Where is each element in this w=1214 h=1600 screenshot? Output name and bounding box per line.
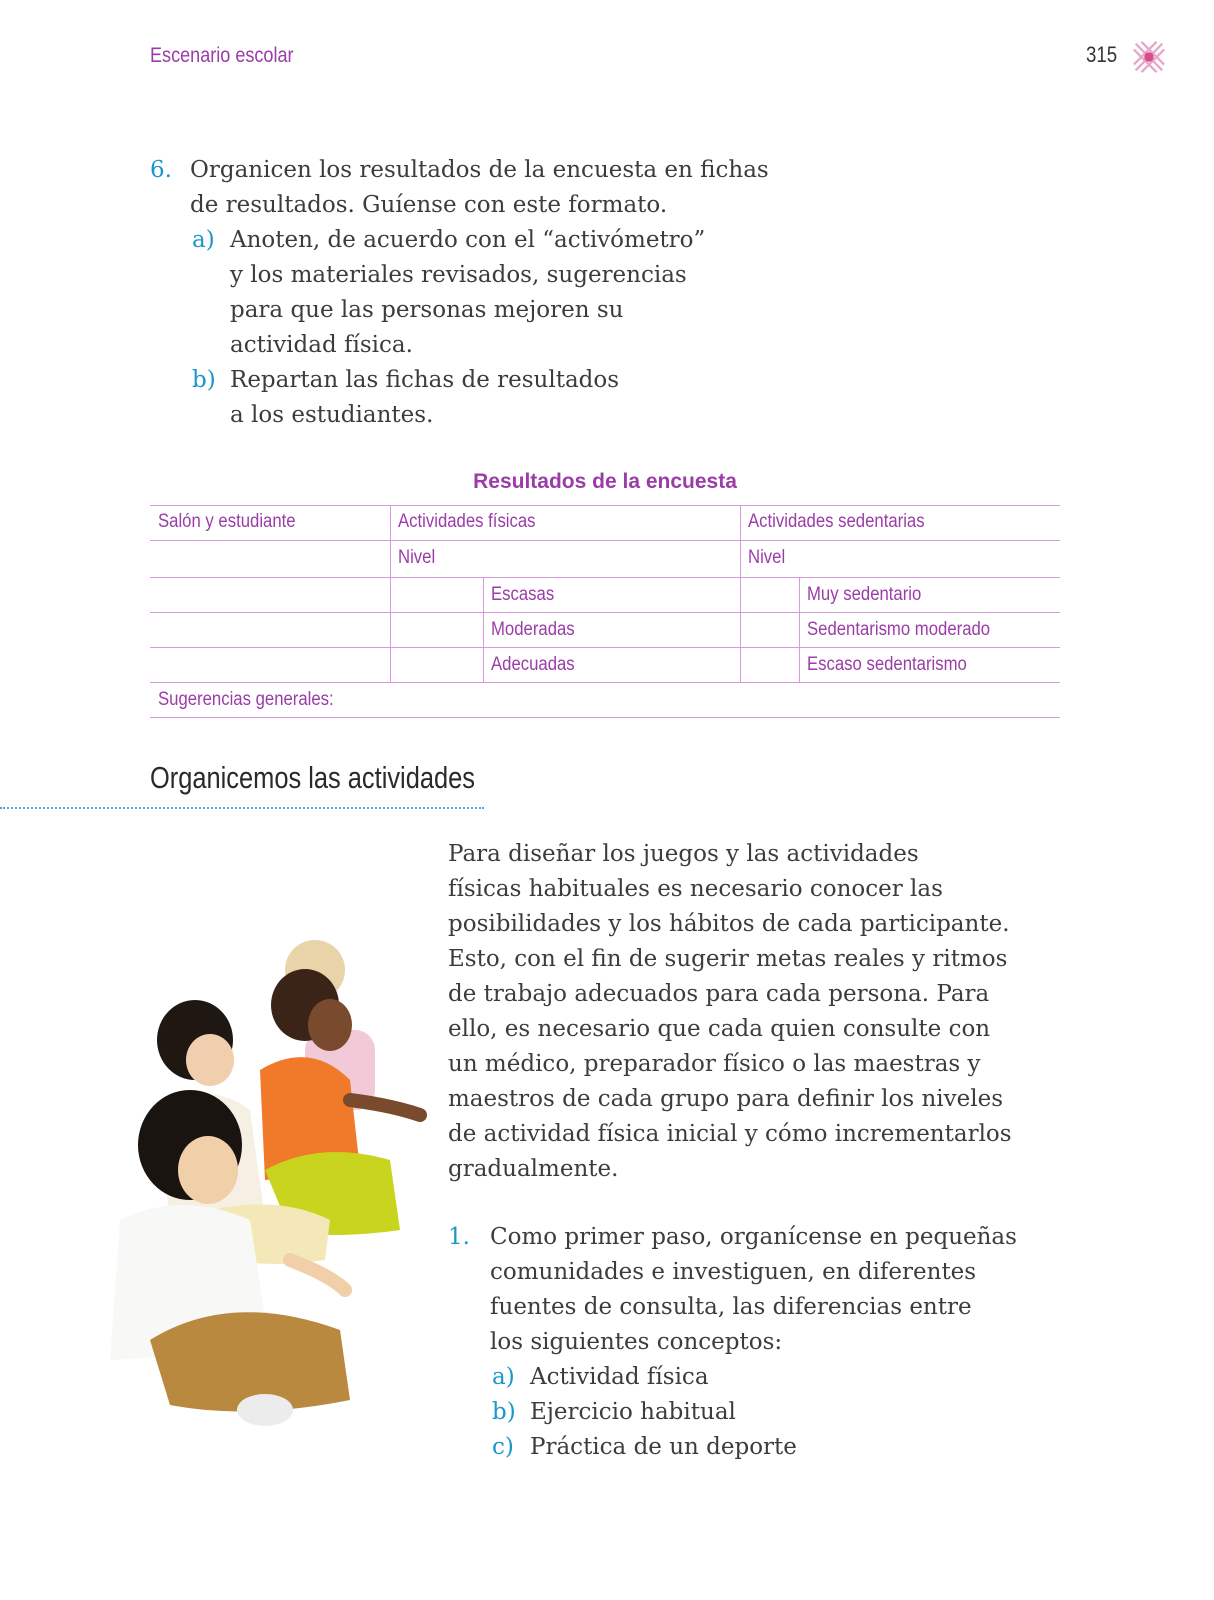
step-1a-text: Actividad física [530, 1364, 709, 1390]
step-6b-text: Repartan las fichas de resultados a los estudiantes. [230, 367, 620, 428]
step-1c-label: c) [492, 1434, 514, 1460]
step-6-text: Organicen los resultados de la encuesta en fichas de resultados. Guíense con este formato. [190, 157, 769, 218]
sedentary-level-item: Sedentarismo moderado [807, 619, 991, 640]
step-1-text: Como primer paso, organícense en pequeñas comunidades e investiguen, en diferentes fuentes de consulta, las diferencias entre los siguientes conceptos: [490, 1224, 1017, 1355]
physical-level-item: Escasas [491, 584, 555, 605]
step-6a-label: a) [192, 227, 215, 253]
sedentary-level-item: Escaso sedentarismo [807, 654, 967, 675]
step-1a-label: a) [492, 1364, 515, 1390]
step-6a-text: Anoten, de acuerdo con el “activómetro” y los materiales revisados, sugerencias para que las personas mejoren su actividad física. [230, 227, 706, 358]
decorative-star-icon [1130, 38, 1168, 76]
children-meditating-photo [90, 930, 450, 1460]
sedentary-level-label: Nivel [748, 547, 786, 568]
step-1c-text: Práctica de un deporte [530, 1434, 797, 1460]
step-1b-text: Ejercicio habitual [530, 1399, 736, 1425]
page-number: 315 [1086, 42, 1118, 67]
table-footer-suggestions: Sugerencias generales: [158, 689, 334, 710]
section-heading: Organicemos las actividades [150, 760, 475, 795]
step-1-number: 1. [448, 1224, 470, 1250]
physical-level-label: Nivel [398, 547, 436, 568]
physical-level-item: Adecuadas [491, 654, 575, 675]
physical-level-item: Moderadas [491, 619, 575, 640]
running-header: Escenario escolar [150, 44, 294, 67]
section-paragraph: Para diseñar los juegos y las actividades físicas habituales es necesario conocer las posibilidades y los hábitos de cada participante. Esto, con el fin de sugerir metas reales y ritmos de trabajo adecuados para cada persona. Para ello, es necesario que cada quien consulte con un médico, preparador físico o las maestras y maestros de cada grupo para definir los niveles de actividad física inicial y cómo incrementarlos gradualmente. [448, 841, 1012, 1182]
section-dotted-rule [0, 807, 484, 809]
col-header-physical-activities: Actividades físicas [398, 511, 536, 532]
table-title: Resultados de la encuesta [473, 470, 737, 493]
col-header-classroom-student: Salón y estudiante [158, 511, 296, 532]
col-header-sedentary-activities: Actividades sedentarias [748, 511, 925, 532]
step-6-number: 6. [150, 157, 172, 183]
step-6b-label: b) [192, 367, 216, 393]
sedentary-level-item: Muy sedentario [807, 584, 922, 605]
step-1b-label: b) [492, 1399, 516, 1425]
